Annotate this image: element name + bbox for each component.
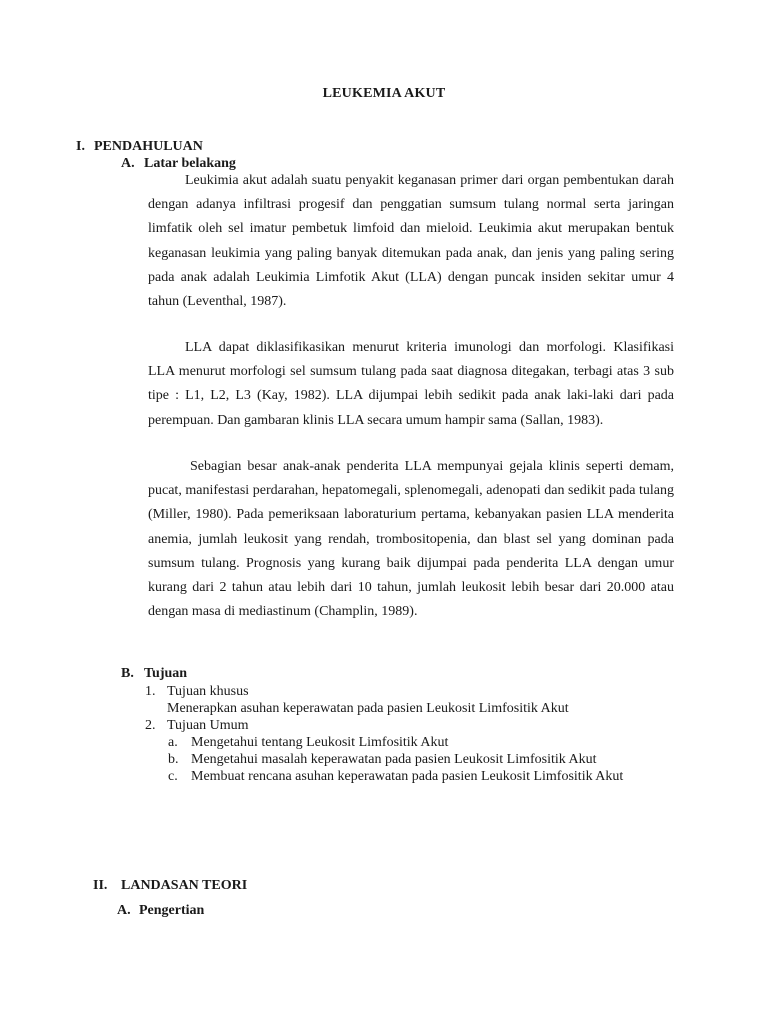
sublist-item-b-letter: b. — [168, 752, 179, 767]
sublist-item-a-letter: a. — [168, 735, 178, 750]
paragraph-2-text: LLA dapat diklasifikasikan menurut kriteria imunologi dan morfologi. Klasifikasi LLA menurut morfologi sel sumsum tulang pada saat diagnosa ditegakan, terbagi atas 3 sub tipe : L1, L2, L3 (Kay, 1982). LLA dijumpai lebih sedikit pada anak laki-laki dari pada perempuan. Dan gambaran klinis LLA secara umum hampir sama (Sallan, 1983). — [148, 340, 674, 428]
document-title: LEUKEMIA AKUT — [322, 86, 446, 101]
subsection-b-letter: B. — [121, 666, 134, 681]
section-2-heading: LANDASAN TEORI — [121, 878, 248, 893]
sublist-item-c-text: Membuat rencana asuhan keperawatan pada pasien Leukosit Limfositik Akut — [191, 769, 624, 784]
paragraph-2 — [148, 336, 674, 433]
section-2-subsection-a-letter: A. — [117, 903, 131, 918]
list-item-1-text: Menerapkan asuhan keperawatan pada pasien Leukosit Limfositik Akut — [167, 701, 569, 716]
subsection-b-heading: Tujuan — [144, 666, 188, 681]
section-2-subsection-a-heading: Pengertian — [139, 903, 205, 918]
sublist-item-a-text: Mengetahui tentang Leukosit Limfositik Akut — [191, 735, 449, 750]
sublist-item-c-letter: c. — [168, 769, 178, 784]
list-item-2-label: Tujuan Umum — [167, 718, 249, 733]
paragraph-3-text: Sebagian besar anak-anak penderita LLA mempunyai gejala klinis seperti demam, pucat, manifestasi perdarahan, hepatomegali, splenomegali, adenopati dan sedikit pada tulang (Miller, 1980). Pada pemeriksaan laboraturium pertama, kebanyakan pasien LLA menderita anemia, jumlah leukosit yang rendah, trombositopenia, dan blast sel yang dominan pada sumsum tulang. Prognosis yang kurang baik dijumpai pada penderita LLA dengan umur kurang dari 2 tahun atau lebih dari 10 tahun, jumlah leukosit lebih besar dari 20.000 atau dengan masa di mediastinum (Champlin, 1989). — [148, 459, 674, 620]
paragraph-1-text: Leukimia akut adalah suatu penyakit keganasan primer dari organ pembentukan darah dengan adanya infiltrasi progesif dan penggatian sumsum tulang normal serta jaringan limfatik oleh sel imatur pembetuk limfoid dan mieloid. Leukimia akut merupakan bentuk keganasan leukimia yang paling banyak ditemukan pada anak, dan jenis yang paling sering pada anak adalah Leukimia Limfotik Akut (LLA) dengan puncak insiden sekitar umur 4 tahun (Leventhal, 1987). — [148, 173, 674, 310]
section-1-number: I. — [76, 139, 85, 154]
paragraph-1 — [148, 169, 674, 314]
paragraph-3 — [148, 455, 674, 624]
list-item-2-number: 2. — [145, 718, 156, 733]
sublist-item-b-text: Mengetahui masalah keperawatan pada pasien Leukosit Limfositik Akut — [191, 752, 597, 767]
section-1-heading: PENDAHULUAN — [94, 139, 203, 154]
list-item-1-label: Tujuan khusus — [167, 684, 249, 699]
section-2-number: II. — [93, 878, 108, 893]
subsection-a-heading: Latar belakang — [144, 156, 236, 171]
subsection-a-letter: A. — [121, 156, 135, 171]
list-item-1-number: 1. — [145, 684, 156, 699]
